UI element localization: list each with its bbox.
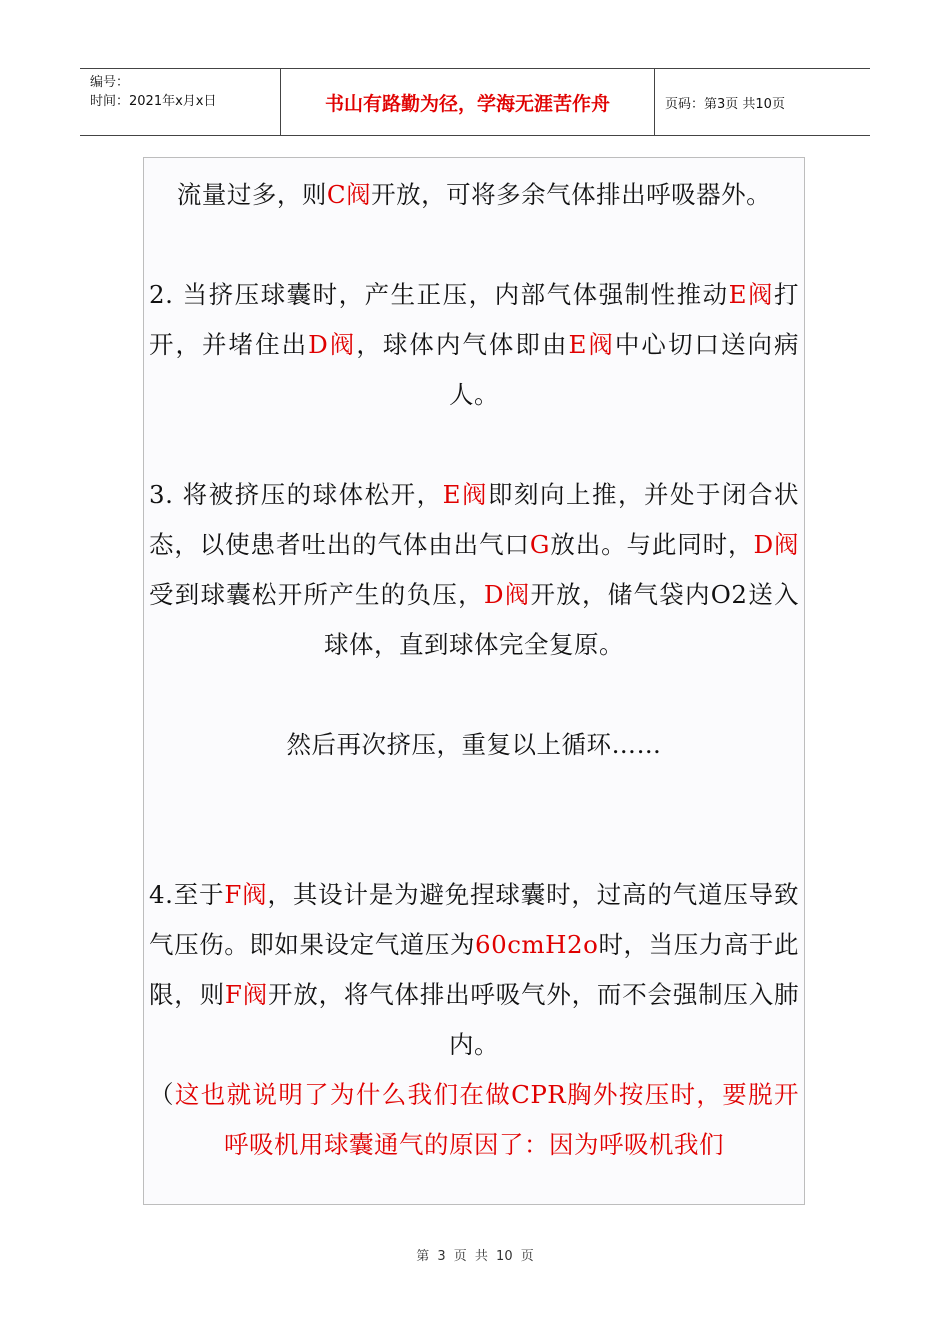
paragraph-cpr-note xyxy=(149,1070,799,1170)
header-meta xyxy=(80,69,281,135)
body-text: 然后再次挤压，重复以上循环…… xyxy=(286,730,662,759)
body-text: 开放，储气袋内O2送入球体，直到球体完全复原。 xyxy=(324,580,799,659)
highlighted-text: C阀 xyxy=(326,180,372,209)
body-text: 开放，可将多余气体排出呼吸器外。 xyxy=(371,180,772,209)
paragraph-gap xyxy=(149,220,799,270)
date-label: 时间：2021年x月x日 xyxy=(90,94,217,109)
body-text: 2. 当挤压球囊时，产生正压，内部气体强制性推动 xyxy=(149,280,729,309)
body-text: 放出。与此同时， xyxy=(549,530,754,559)
body-text: 流量过多，则 xyxy=(176,180,327,209)
paragraph-repeat xyxy=(149,720,799,770)
highlighted-text: G xyxy=(529,530,550,559)
highlighted-text: 60cmH2o xyxy=(475,930,599,959)
body-text: 中心切口送向病人。 xyxy=(449,330,800,409)
highlighted-text: F阀 xyxy=(224,880,268,909)
header-motto: 书山有路勤为径，学海无涯苦作舟 xyxy=(281,69,655,135)
highlighted-text: D阀 xyxy=(308,330,357,359)
highlighted-text: F阀 xyxy=(224,980,269,1009)
highlighted-text: E阀 xyxy=(728,280,774,309)
paragraph-step-4 xyxy=(149,870,799,1070)
body-text: ，其设计是为避免捏球囊时，过高的气道压导致气压伤。即如果设定气道压为 xyxy=(149,880,800,959)
highlighted-text: D阀 xyxy=(753,530,799,559)
paragraph-gap xyxy=(149,670,799,720)
page-footer: 第 3 页 共 10 页 xyxy=(416,1249,534,1264)
paragraph-step-3 xyxy=(149,470,799,670)
body-text: 3. 将被挤压的球体松开， xyxy=(149,480,443,509)
paragraph-gap xyxy=(149,770,799,870)
body-text: 打开，并堵住出 xyxy=(149,280,799,359)
highlighted-text: 这也就说明了为什么我们在做CPR胸外按压时，要脱开呼吸机用球囊通气的原因了：因为呼吸机我们 xyxy=(174,1080,800,1159)
highlighted-text: D阀 xyxy=(483,580,531,609)
body-text: 即刻向上推，并处于闭合状态，以使患者吐出的气体由出气口 xyxy=(149,480,800,559)
body-text: （ xyxy=(149,1080,175,1109)
body-text: 开放，将气体排出呼吸气外，而不会强制压入肺内。 xyxy=(268,980,800,1059)
paragraph-gap xyxy=(149,420,799,470)
body-text: 4.至于 xyxy=(149,880,225,909)
page-header xyxy=(80,68,870,136)
paragraph-step-2 xyxy=(149,270,799,420)
body-text: 受到球囊松开所产生的负压， xyxy=(149,580,484,609)
highlighted-text: E阀 xyxy=(568,330,615,359)
body-text: ，球体内气体即由 xyxy=(356,330,569,359)
highlighted-text: E阀 xyxy=(442,480,489,509)
body-text: 时，当压力高于此限，则 xyxy=(149,930,800,1009)
document-body xyxy=(143,157,805,1205)
header-page-info: 页码：第3页 共10页 xyxy=(665,96,785,112)
paragraph-c-valve xyxy=(149,170,799,220)
code-label: 编号： xyxy=(90,75,130,90)
